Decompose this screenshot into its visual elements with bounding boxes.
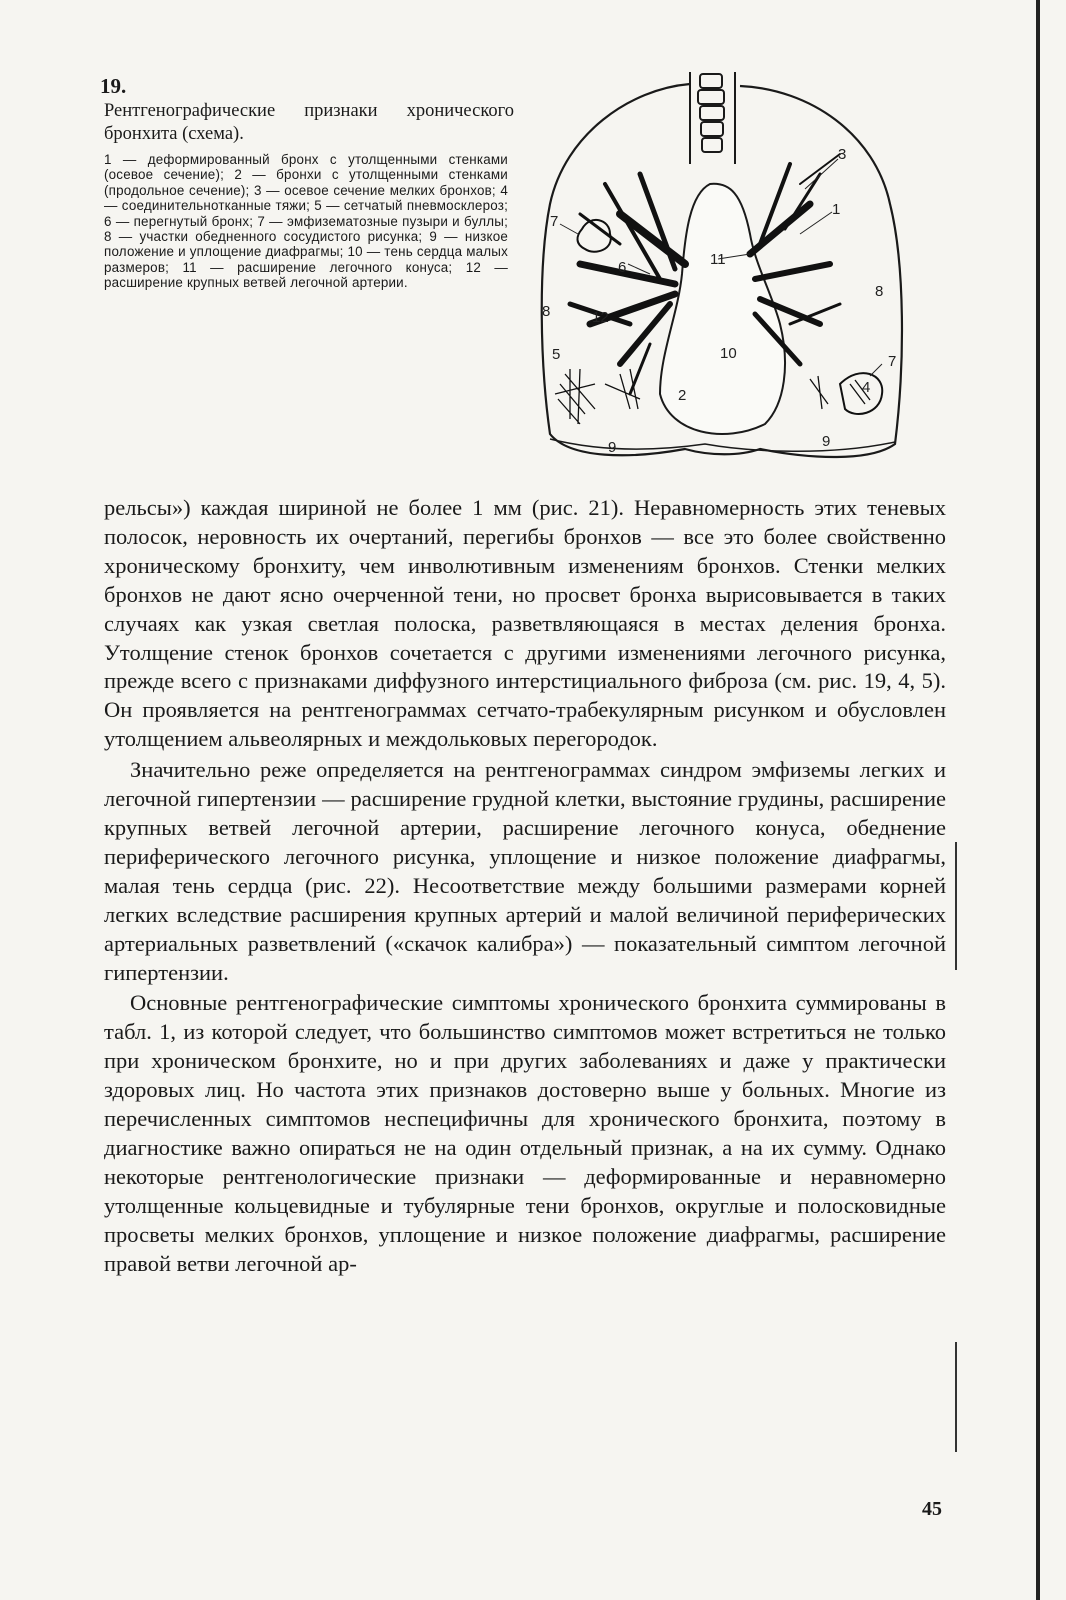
trachea	[690, 72, 735, 164]
fig-label-9-right: 9	[822, 433, 831, 450]
fig-label-1: 1	[832, 201, 841, 218]
page-number: 45	[922, 1498, 942, 1520]
paragraph-1: рельсы») каждая шириной не более 1 мм (рис. 21). Неравномерность этих теневых полосок, неровность их очертаний, перегибы бронхов — все это более свойственно хроническому бронхиту, чем инволютивным изменениям бронхов. Стенки мелких бронхов не дают ясно очерченной тени, но просвет бронха вырисовывается в таких случаях как узкая светлая полоска, разветвляющаяся в местах деления бронха. Утолщение стенок бронхов сочетается с другими изменениями легочного рисунка, прежде всего с признаками диффузного интерстициального фиброза (см. рис. 19, 4, 5). Он проявляется на рентгенограммах сетчато-трабекулярным рисунком и обусловлен утолщением альвеолярных и междольковых перегородок.	[104, 495, 946, 752]
figure-legend: 1 — деформированный бронх с утолщенными стенками (осевое сечение); 2 — бронхи с утолщенными стенками (продольное сечение); 3 — осевое сечение мелких бронхов; 4 — соединительнотканные тяжи; 5 — сетчатый пневмосклероз; 6 — перегнутый бронх; 7 — эмфизематозные пузыри и буллы; 8 — участки обедненного сосудистого рисунка; 9 — низкое положение и уплощение диафрагмы; 10 — тень сердца малых размеров; 11 — расширение легочного конуса; 12 — расширение крупных ветвей легочной артерии.	[104, 152, 508, 291]
figure-number: 19.	[100, 74, 127, 98]
fig-label-7-right: 7	[888, 353, 897, 370]
fig-label-8-right: 8	[875, 283, 884, 300]
lung-schematic	[510, 64, 910, 474]
fig-label-6: 6	[618, 259, 627, 276]
fig-label-8-left: 8	[542, 303, 551, 320]
page-edge-line	[1036, 0, 1040, 1600]
fig-label-2: 2	[678, 387, 687, 404]
paragraph-3: Основные рентгенографические симптомы хронического бронхита суммированы в табл. 1, из которой следует, что большинство симптомов может встретиться не только при хроническом бронхите, но и при других заболеваниях и даже у практически здоровых лиц. Но частота этих признаков достоверно выше у больных. Многие из перечисленных симптомов неспецифичны для хронического бронхита, поэтому в диагностике важно опираться не на один отдельный признак, а на их сумму. Однако некоторые рентгенологические признаки — деформированные и неравномерно утолщенные кольцевидные и тубулярные тени бронхов, округлые и полосковидные просветы мелких бронхов, уплощение и низкое положение диафрагмы, расширение правой ветви легочной ар-	[104, 990, 946, 1276]
fig-label-4: 4	[862, 379, 871, 396]
lung-schematic-figure	[510, 64, 910, 474]
fig-label-11: 11	[710, 251, 726, 268]
fig-label-10: 10	[720, 345, 737, 362]
fig-label-9-left: 9	[608, 439, 617, 456]
fig-label-5: 5	[552, 346, 561, 363]
margin-mark-2	[955, 1342, 957, 1452]
paragraph-2: Значительно реже определяется на рентгенограммах синдром эмфиземы легких и легочной гипертензии — расширение грудной клетки, выстояние грудины, расширение крупных ветвей легочной артерии, расширение легочного конуса, обеднение периферического легочного рисунка, уплощение и низкое положение диафрагмы, малая тень сердца (рис. 22). Несоответствие между большими размерами корней легких вследствие расширения крупных артерий и малой величиной периферических артериальных разветвлений («скачок калибра») — показательный симптом легочной гипертензии.	[104, 757, 946, 985]
main-text	[104, 494, 946, 1278]
margin-mark-1	[955, 842, 957, 970]
fig-label-12: 12	[592, 309, 609, 326]
diaphragm	[550, 439, 895, 451]
fig-label-7-left: 7	[550, 213, 559, 230]
fig-label-3: 3	[838, 146, 847, 163]
figure-title: Рентгенографические признаки хронического бронхита (схема).	[104, 101, 514, 144]
